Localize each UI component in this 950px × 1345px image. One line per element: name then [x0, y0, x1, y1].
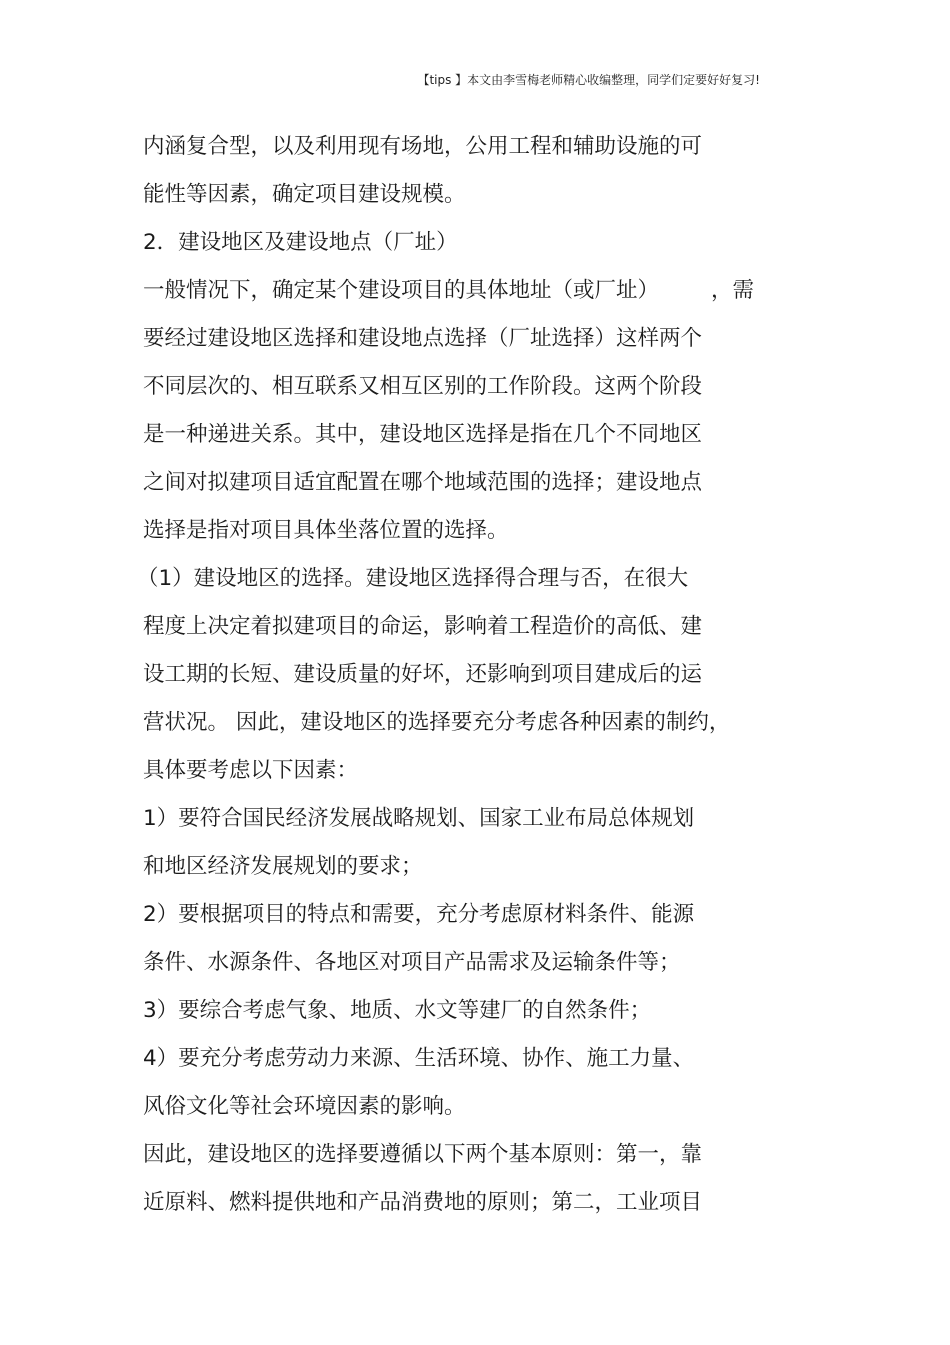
- body-text: [137, 128, 803, 1232]
- text-line: 风俗文化等社会环境因素的影响。: [143, 1094, 466, 1119]
- text-line: 内涵复合型，以及利用现有场地，公用工程和辅助设施的可: [143, 134, 703, 159]
- text-line: 要经过建设地区选择和建设地点选择（厂址选择）这样两个: [143, 326, 703, 351]
- text-line: 能性等因素，确定项目建设规模。: [143, 182, 466, 207]
- text-line-end: ，需: [711, 278, 755, 303]
- text-line: 具体要考虑以下因素：: [143, 758, 359, 783]
- section-heading: 2．建设地区及建设地点（厂址）: [143, 230, 458, 255]
- list-item: 2）要根据项目的特点和需要，充分考虑原材料条件、能源: [143, 902, 695, 927]
- subsection-line: （1）建设地区的选择。建设地区选择得合理与否，在很大: [137, 566, 689, 591]
- text-line: 营状况。 因此，建设地区的选择要充分考虑各种因素的制约，: [143, 710, 731, 735]
- list-item: 3）要综合考虑气象、地质、水文等建厂的自然条件；: [143, 998, 652, 1023]
- text-line: 近原料、燃料提供地和产品消费地的原则；第二，工业项目: [143, 1190, 703, 1215]
- text-line: 和地区经济发展规划的要求；: [143, 854, 423, 879]
- text-line: 程度上决定着拟建项目的命运，影响着工程造价的高低、建: [143, 614, 703, 639]
- header-tips-note: 【tips 】本文由李雪梅老师精心收编整理，同学们定要好好复习!: [417, 73, 760, 87]
- text-line: 选择是指对项目具体坐落位置的选择。: [143, 518, 509, 543]
- text-line: [143, 272, 803, 320]
- text-line: 设工期的长短、建设质量的好坏，还影响到项目建成后的运: [143, 662, 703, 687]
- text-line: 是一种递进关系。其中，建设地区选择是指在几个不同地区: [143, 422, 703, 447]
- text-line-start: 一般情况下，确定某个建设项目的具体地址（或厂址）: [143, 278, 660, 303]
- text-line: 因此，建设地区的选择要遵循以下两个基本原则：第一，靠: [143, 1142, 703, 1167]
- text-line: 之间对拟建项目适宜配置在哪个地域范围的选择；建设地点: [143, 470, 703, 495]
- text-line: 不同层次的、相互联系又相互区别的工作阶段。这两个阶段: [143, 374, 703, 399]
- list-item: 4）要充分考虑劳动力来源、生活环境、协作、施工力量、: [143, 1046, 695, 1071]
- list-item: 1）要符合国民经济发展战略规划、国家工业布局总体规划: [143, 806, 695, 831]
- text-line: 条件、水源条件、各地区对项目产品需求及运输条件等；: [143, 950, 681, 975]
